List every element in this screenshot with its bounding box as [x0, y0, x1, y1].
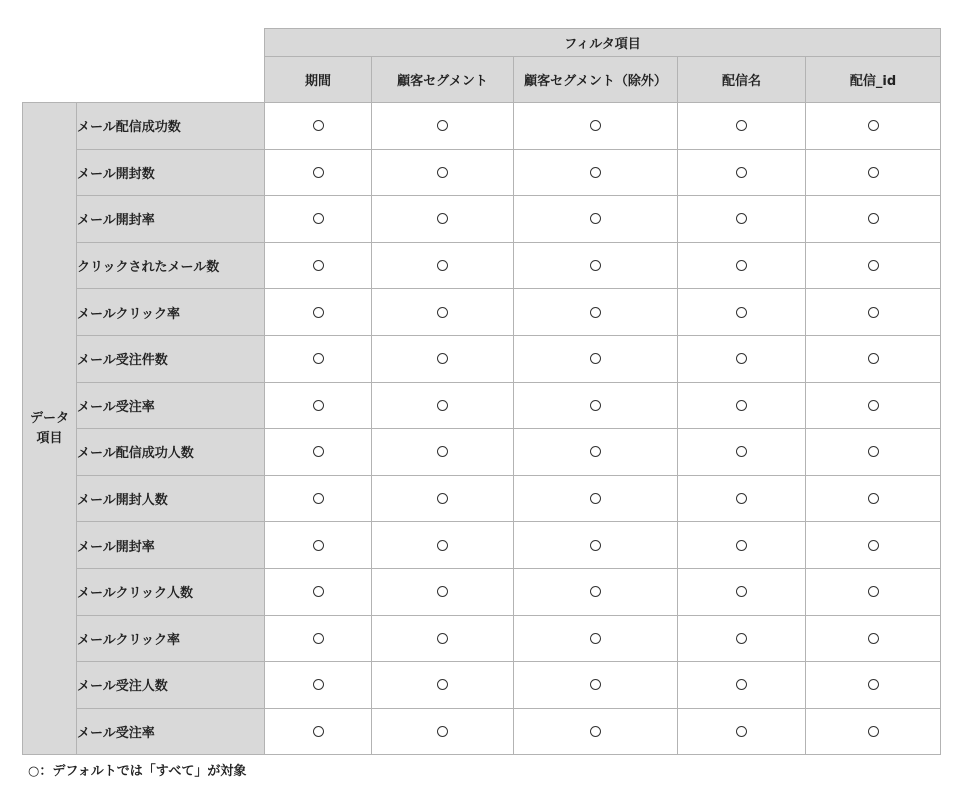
circle-mark-icon — [313, 260, 324, 271]
circle-mark-icon — [313, 446, 324, 457]
row-label: メール配信成功数 — [77, 103, 265, 150]
circle-mark-icon — [313, 400, 324, 411]
circle-mark-icon — [736, 307, 747, 318]
circle-mark-icon — [590, 633, 601, 644]
availability-cell — [265, 335, 372, 382]
circle-mark-icon — [437, 679, 448, 690]
availability-cell — [265, 242, 372, 289]
circle-mark-icon — [313, 540, 324, 551]
circle-mark-icon — [437, 446, 448, 457]
circle-mark-icon — [590, 213, 601, 224]
table-row — [23, 522, 941, 569]
availability-cell — [372, 568, 514, 615]
circle-mark-icon — [437, 400, 448, 411]
table-row — [23, 708, 941, 755]
availability-cell — [678, 615, 806, 662]
availability-cell — [806, 196, 941, 243]
circle-mark-icon — [313, 633, 324, 644]
availability-cell — [514, 242, 678, 289]
availability-cell — [806, 522, 941, 569]
matrix-body — [23, 103, 941, 755]
circle-mark-icon — [736, 679, 747, 690]
circle-mark-icon — [437, 633, 448, 644]
row-label: メールクリック人数 — [77, 568, 265, 615]
availability-cell — [372, 475, 514, 522]
circle-mark-icon — [590, 586, 601, 597]
circle-mark-icon — [736, 120, 747, 131]
availability-cell — [678, 149, 806, 196]
circle-mark-icon — [590, 307, 601, 318]
column-header-period: 期間 — [265, 57, 372, 103]
availability-cell — [806, 289, 941, 336]
circle-mark-icon — [437, 260, 448, 271]
circle-mark-icon — [313, 586, 324, 597]
availability-cell — [514, 103, 678, 150]
row-label: メール開封率 — [77, 196, 265, 243]
availability-cell — [265, 522, 372, 569]
filter-group-header: フィルタ項目 — [265, 29, 941, 57]
column-header-delivery-id: 配信_id — [806, 57, 941, 103]
availability-cell — [514, 196, 678, 243]
table-row — [23, 103, 941, 150]
availability-cell — [678, 429, 806, 476]
circle-mark-icon — [736, 633, 747, 644]
circle-mark-icon — [736, 726, 747, 737]
circle-mark-icon — [868, 167, 879, 178]
availability-cell — [265, 615, 372, 662]
availability-cell — [514, 335, 678, 382]
circle-mark-icon — [590, 493, 601, 504]
row-label: メールクリック率 — [77, 615, 265, 662]
row-group-label-text: データ項目 — [29, 410, 69, 446]
circle-mark-icon — [590, 353, 601, 364]
table-row — [23, 662, 941, 709]
circle-mark-icon — [313, 307, 324, 318]
availability-cell — [265, 708, 372, 755]
availability-cell — [372, 242, 514, 289]
availability-cell — [678, 708, 806, 755]
circle-mark-icon — [313, 120, 324, 131]
availability-cell — [806, 429, 941, 476]
table-row — [23, 289, 941, 336]
circle-mark-icon — [437, 353, 448, 364]
circle-mark-icon — [868, 400, 879, 411]
circle-mark-icon — [736, 540, 747, 551]
availability-cell — [372, 615, 514, 662]
header-columns-row — [23, 57, 941, 103]
header-group-row — [23, 29, 941, 57]
availability-cell — [372, 335, 514, 382]
table-row — [23, 149, 941, 196]
table-row — [23, 475, 941, 522]
availability-cell — [806, 662, 941, 709]
availability-cell — [514, 149, 678, 196]
circle-mark-icon — [736, 167, 747, 178]
circle-mark-icon — [868, 446, 879, 457]
circle-mark-icon — [313, 493, 324, 504]
circle-mark-icon — [590, 446, 601, 457]
header-corner-lower — [23, 57, 265, 103]
availability-cell — [806, 382, 941, 429]
circle-mark-icon — [313, 167, 324, 178]
circle-mark-icon — [590, 400, 601, 411]
table-row — [23, 568, 941, 615]
availability-cell — [678, 103, 806, 150]
circle-mark-icon — [313, 213, 324, 224]
availability-cell — [514, 662, 678, 709]
circle-mark-icon — [313, 726, 324, 737]
row-label: メール開封数 — [77, 149, 265, 196]
availability-cell — [372, 522, 514, 569]
circle-mark-icon — [868, 586, 879, 597]
circle-mark-icon — [590, 167, 601, 178]
circle-mark-icon — [868, 353, 879, 364]
circle-mark-icon — [868, 260, 879, 271]
availability-cell — [372, 103, 514, 150]
circle-mark-icon — [736, 260, 747, 271]
table-row — [23, 615, 941, 662]
circle-mark-icon — [590, 726, 601, 737]
circle-mark-icon — [437, 213, 448, 224]
availability-cell — [265, 429, 372, 476]
filter-matrix-table — [22, 28, 941, 755]
availability-cell — [265, 475, 372, 522]
circle-mark-icon — [868, 120, 879, 131]
availability-cell — [514, 289, 678, 336]
table-row — [23, 382, 941, 429]
availability-cell — [372, 196, 514, 243]
availability-cell — [372, 708, 514, 755]
availability-cell — [806, 615, 941, 662]
row-label: メール受注人数 — [77, 662, 265, 709]
circle-mark-icon — [590, 260, 601, 271]
circle-mark-icon — [736, 493, 747, 504]
availability-cell — [806, 335, 941, 382]
circle-mark-icon — [868, 213, 879, 224]
availability-cell — [372, 382, 514, 429]
footnote: ○：デフォルトでは「すべて」が対象 — [28, 764, 247, 779]
circle-mark-icon — [590, 540, 601, 551]
availability-cell — [514, 568, 678, 615]
availability-cell — [514, 429, 678, 476]
circle-mark-icon — [590, 679, 601, 690]
availability-cell — [678, 196, 806, 243]
row-label: メールクリック率 — [77, 289, 265, 336]
availability-cell — [372, 429, 514, 476]
circle-mark-icon — [590, 120, 601, 131]
row-label: メール開封人数 — [77, 475, 265, 522]
circle-mark-icon — [437, 726, 448, 737]
availability-cell — [678, 289, 806, 336]
table-row — [23, 196, 941, 243]
availability-cell — [678, 568, 806, 615]
circle-mark-icon — [736, 446, 747, 457]
table-row — [23, 429, 941, 476]
availability-cell — [678, 475, 806, 522]
availability-cell — [265, 196, 372, 243]
availability-cell — [806, 242, 941, 289]
circle-mark-icon — [437, 120, 448, 131]
availability-cell — [372, 149, 514, 196]
table-row — [23, 335, 941, 382]
circle-mark-icon — [868, 726, 879, 737]
circle-mark-icon — [736, 353, 747, 364]
availability-cell — [806, 103, 941, 150]
column-header-segment: 顧客セグメント — [372, 57, 514, 103]
availability-cell — [372, 662, 514, 709]
column-header-delivery-name: 配信名 — [678, 57, 806, 103]
circle-mark-icon — [868, 493, 879, 504]
row-label: メール受注率 — [77, 382, 265, 429]
circle-mark-icon — [437, 167, 448, 178]
circle-mark-icon — [437, 586, 448, 597]
availability-cell — [678, 242, 806, 289]
availability-cell — [265, 289, 372, 336]
availability-cell — [678, 522, 806, 569]
availability-cell — [265, 149, 372, 196]
availability-cell — [806, 475, 941, 522]
availability-cell — [678, 335, 806, 382]
circle-mark-icon — [313, 353, 324, 364]
row-group-label — [23, 103, 77, 755]
circle-mark-icon — [736, 400, 747, 411]
table-row — [23, 242, 941, 289]
row-label: メール開封率 — [77, 522, 265, 569]
circle-mark-icon — [868, 633, 879, 644]
circle-mark-icon — [868, 307, 879, 318]
availability-cell — [372, 289, 514, 336]
availability-cell — [678, 662, 806, 709]
availability-cell — [514, 708, 678, 755]
availability-cell — [806, 708, 941, 755]
circle-mark-icon — [736, 213, 747, 224]
row-label: クリックされたメール数 — [77, 242, 265, 289]
row-label: メール受注率 — [77, 708, 265, 755]
availability-cell — [514, 615, 678, 662]
availability-cell — [806, 149, 941, 196]
availability-cell — [265, 103, 372, 150]
availability-cell — [265, 568, 372, 615]
row-label: メール受注件数 — [77, 335, 265, 382]
availability-cell — [265, 662, 372, 709]
circle-mark-icon — [437, 540, 448, 551]
circle-mark-icon — [437, 493, 448, 504]
availability-cell — [514, 382, 678, 429]
row-label: メール配信成功人数 — [77, 429, 265, 476]
circle-mark-icon — [313, 679, 324, 690]
availability-cell — [265, 382, 372, 429]
header-corner — [23, 29, 265, 57]
column-header-segment-exclude: 顧客セグメント（除外） — [514, 57, 678, 103]
availability-cell — [514, 522, 678, 569]
circle-mark-icon — [868, 540, 879, 551]
availability-cell — [678, 382, 806, 429]
circle-mark-icon — [736, 586, 747, 597]
availability-cell — [514, 475, 678, 522]
circle-mark-icon — [437, 307, 448, 318]
circle-mark-icon — [868, 679, 879, 690]
availability-cell — [806, 568, 941, 615]
